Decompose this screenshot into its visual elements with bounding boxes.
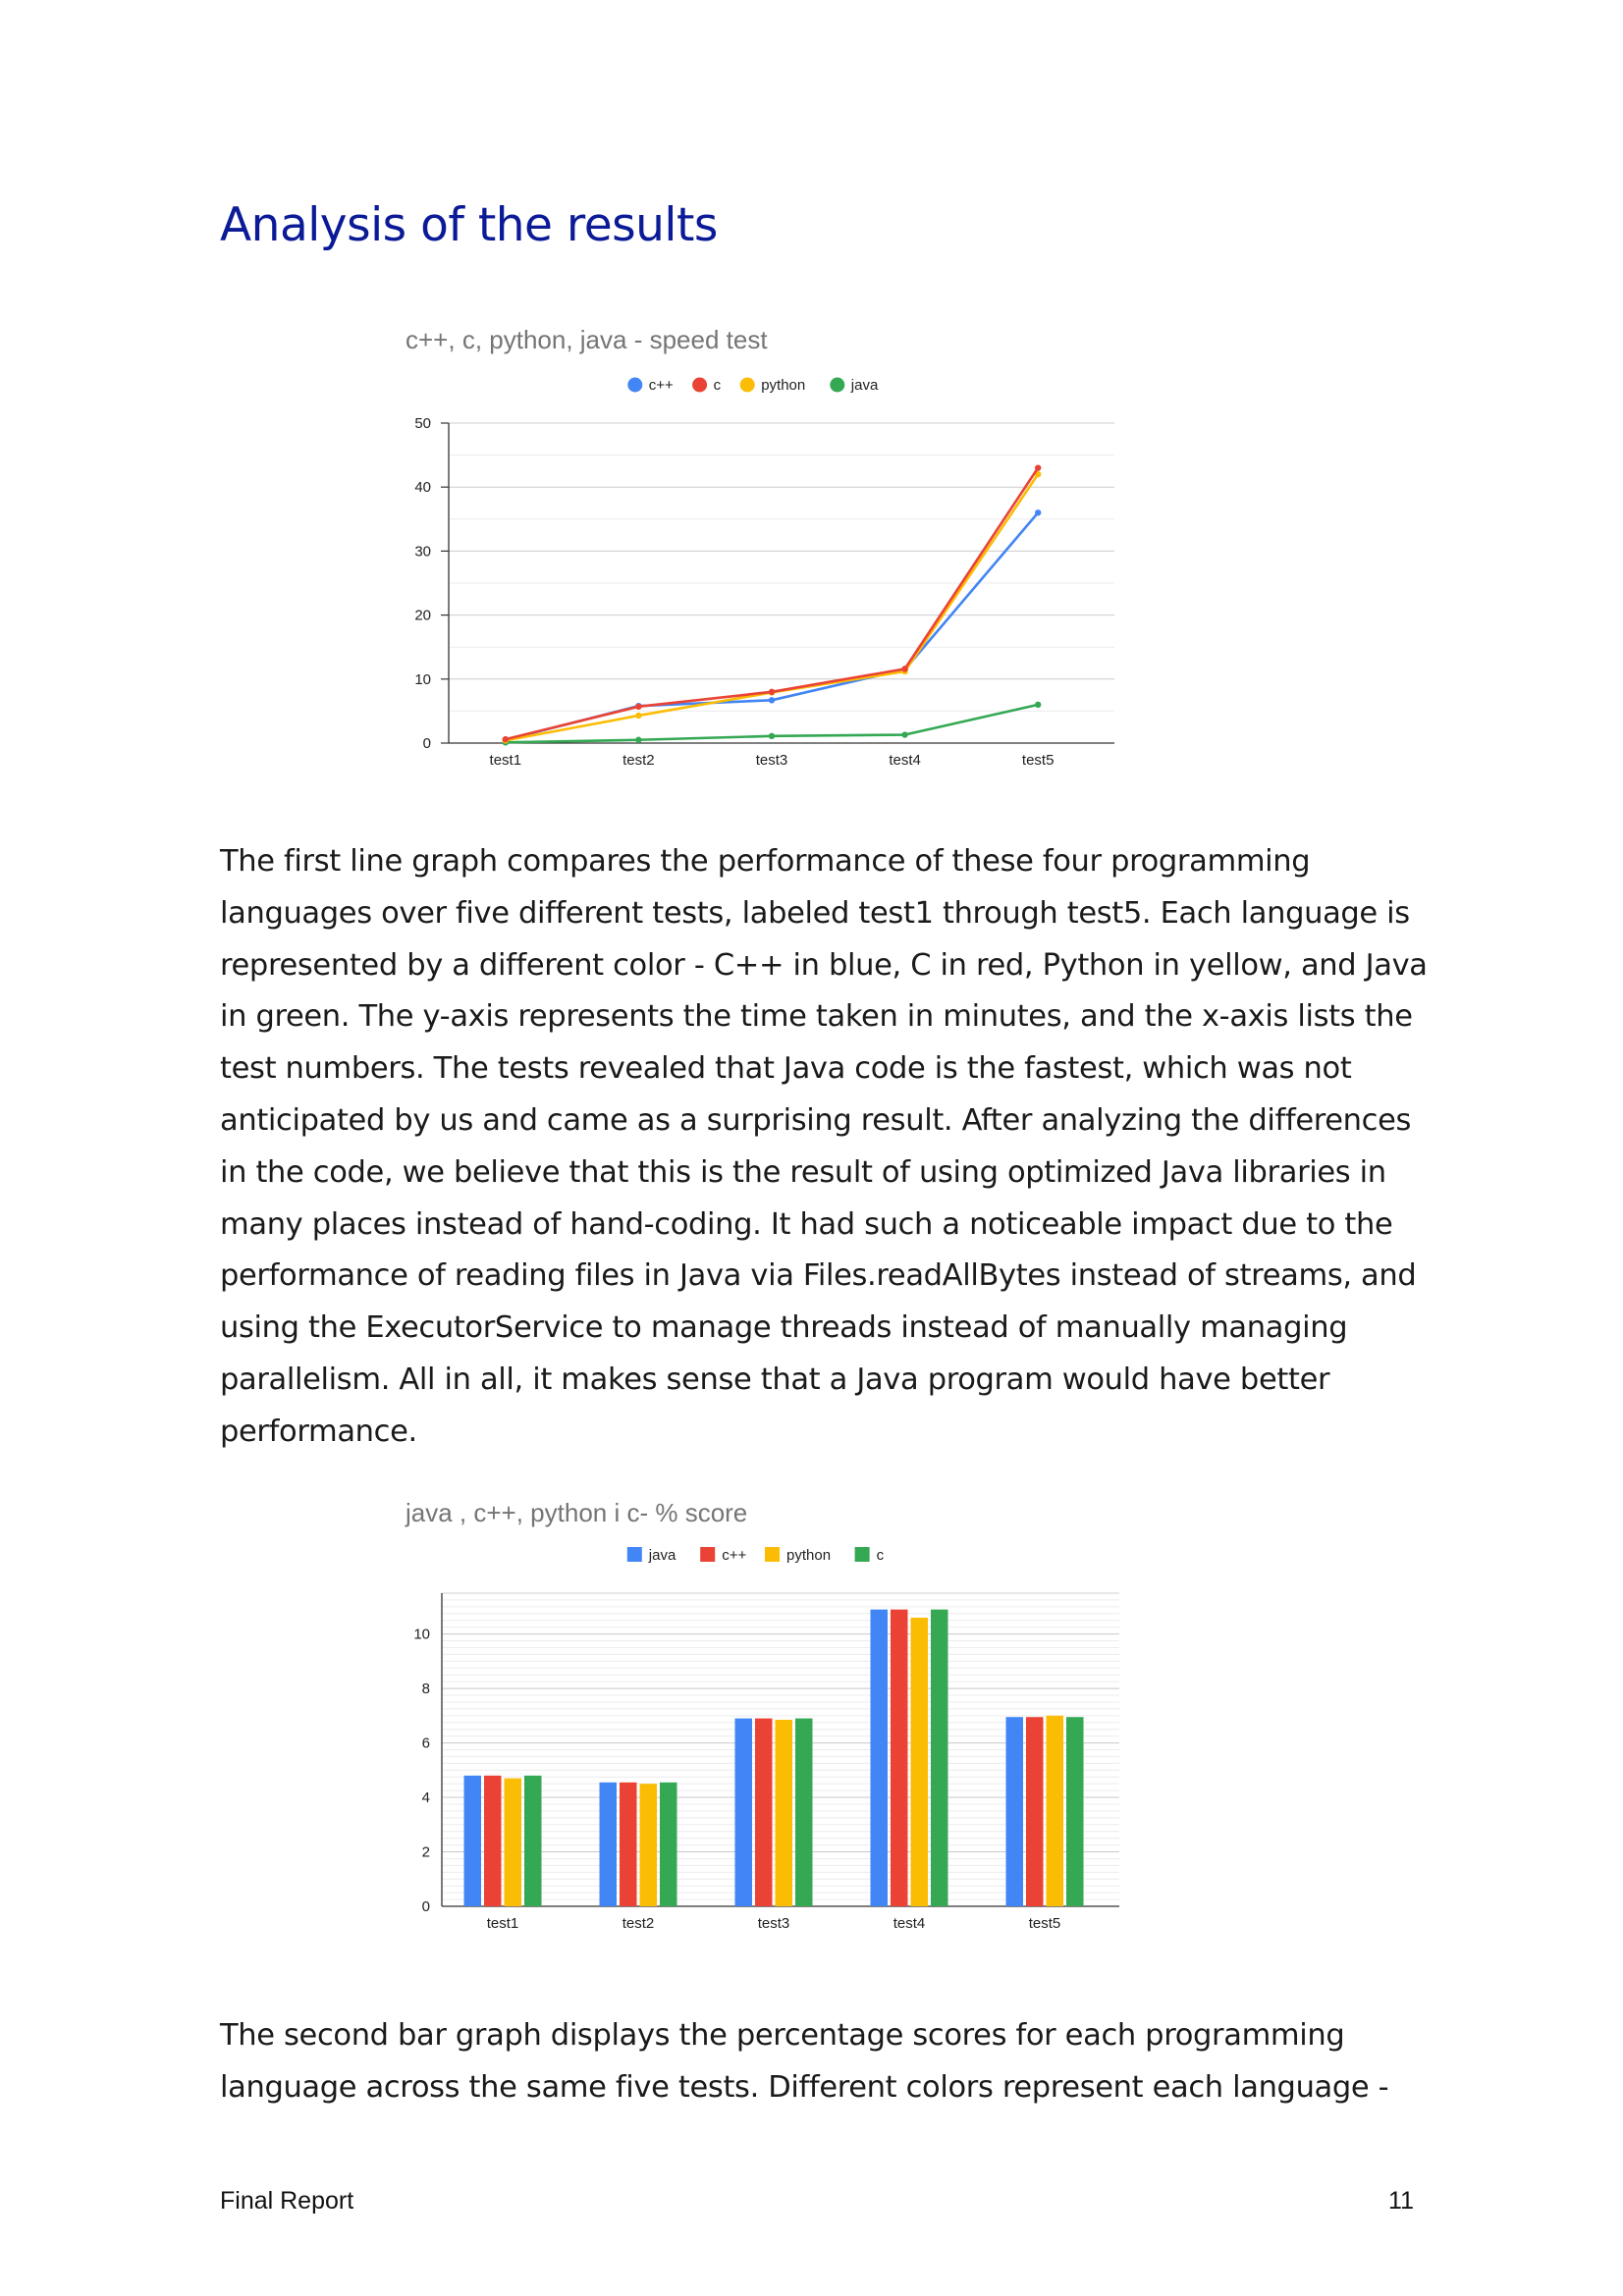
paragraph-line-graph-analysis: The first line graph compares the performance of these four programming languages over five different tests, labeled test1 through test5. Each language is represented by a different color - C++ in blue, C in red, Python in yellow, and Java in green. The y-axis represents the time taken in minutes, and the x-axis lists the test numbers. The tests revealed that Java code is the fastest, which was not anticipated by us and came as a surprising result. After analyzing the differences in the code, we believe that this is the result of using optimized Java libraries in many places instead of hand-coding. It had such a noticeable impact due to the performance of reading files in Java via Files.readAllBytes instead of streams, and using the ExecutorService to manage threads instead of manually managing parallelism. All in all, it makes sense that a Java program would have better performance. bbox=[220, 844, 1428, 1449]
chart-title: c++, c, python, java - speed test bbox=[406, 325, 768, 354]
x-tick-label: test3 bbox=[755, 752, 788, 769]
y-tick-label: 4 bbox=[421, 1789, 430, 1807]
page-number: 11 bbox=[1388, 2187, 1414, 2215]
bar-java-test1 bbox=[464, 1776, 482, 1906]
bar-python-test5 bbox=[1047, 1716, 1064, 1906]
bar-java-test4 bbox=[871, 1610, 889, 1906]
legend-marker-c++ bbox=[627, 378, 642, 393]
chart-title: java , c++, python i c- % score bbox=[406, 1498, 748, 1527]
bar-c-test2 bbox=[660, 1783, 677, 1906]
y-tick-label: 20 bbox=[414, 607, 431, 624]
data-point-java bbox=[901, 731, 907, 737]
bar-c++-test5 bbox=[1026, 1717, 1044, 1906]
bar-c++-test2 bbox=[620, 1783, 637, 1906]
x-tick-label: test4 bbox=[889, 752, 921, 769]
legend-label-c++: c++ bbox=[648, 377, 674, 394]
legend-label-java: java bbox=[850, 377, 879, 394]
data-point-java bbox=[769, 733, 775, 739]
bar-c++-test4 bbox=[891, 1610, 908, 1906]
bar-python-test4 bbox=[911, 1618, 929, 1906]
y-tick-label: 2 bbox=[421, 1843, 430, 1861]
y-tick-label: 50 bbox=[414, 415, 431, 432]
series-line-c++ bbox=[506, 512, 1038, 739]
bar-c-test1 bbox=[524, 1776, 542, 1906]
data-point-c bbox=[769, 689, 775, 695]
data-point-c bbox=[503, 736, 509, 742]
bar-java-test5 bbox=[1006, 1717, 1024, 1906]
legend-marker-c++ bbox=[700, 1547, 715, 1562]
bar-c-test4 bbox=[931, 1610, 948, 1906]
data-point-c bbox=[635, 704, 641, 710]
bar-java-test2 bbox=[600, 1783, 618, 1906]
section-heading: Analysis of the results bbox=[220, 198, 718, 252]
y-tick-label: 10 bbox=[413, 1626, 430, 1643]
y-tick-label: 0 bbox=[422, 735, 431, 752]
x-tick-label: test4 bbox=[893, 1915, 926, 1932]
data-point-java bbox=[1035, 702, 1041, 708]
x-tick-label: test2 bbox=[622, 1915, 655, 1932]
legend-label-python: python bbox=[786, 1547, 832, 1564]
bar-python-test3 bbox=[776, 1720, 793, 1906]
data-point-c++ bbox=[1035, 509, 1041, 515]
y-tick-label: 40 bbox=[414, 479, 431, 497]
legend-marker-java bbox=[627, 1547, 642, 1562]
bar-c-test5 bbox=[1066, 1717, 1084, 1906]
legend-label-c: c bbox=[713, 377, 722, 394]
data-point-c bbox=[901, 666, 907, 671]
x-tick-label: test2 bbox=[622, 752, 655, 769]
y-tick-label: 30 bbox=[414, 543, 431, 561]
bar-c++-test1 bbox=[484, 1776, 502, 1906]
x-tick-label: test1 bbox=[489, 752, 522, 769]
bar-python-test1 bbox=[505, 1779, 522, 1906]
legend-marker-c bbox=[692, 378, 707, 393]
data-point-c++ bbox=[769, 697, 775, 703]
legend-marker-c bbox=[855, 1547, 870, 1562]
legend-label-c++: c++ bbox=[722, 1547, 747, 1564]
bar-java-test3 bbox=[735, 1719, 753, 1906]
x-tick-label: test3 bbox=[757, 1915, 790, 1932]
data-point-java bbox=[635, 737, 641, 743]
bar-python-test2 bbox=[640, 1784, 658, 1906]
bar-c++-test3 bbox=[755, 1719, 773, 1906]
bar-chart-score bbox=[388, 1492, 1144, 1944]
legend-marker-java bbox=[830, 378, 844, 393]
legend-marker-python bbox=[765, 1547, 780, 1562]
x-tick-label: test5 bbox=[1028, 1915, 1061, 1932]
y-tick-label: 10 bbox=[414, 670, 431, 688]
x-tick-label: test1 bbox=[486, 1915, 519, 1932]
legend-label-python: python bbox=[761, 377, 806, 394]
y-tick-label: 8 bbox=[421, 1681, 430, 1698]
y-tick-label: 6 bbox=[421, 1735, 430, 1752]
footer-title: Final Report bbox=[220, 2187, 354, 2215]
y-tick-label: 0 bbox=[421, 1898, 430, 1915]
legend-label-c: c bbox=[876, 1547, 885, 1564]
data-point-python bbox=[635, 713, 641, 719]
x-tick-label: test5 bbox=[1021, 752, 1055, 769]
line-chart-speed-test bbox=[388, 324, 1144, 775]
legend-marker-python bbox=[740, 378, 755, 393]
legend-label-java: java bbox=[648, 1547, 676, 1564]
data-point-c bbox=[1035, 464, 1041, 470]
paragraph-bar-graph-analysis: The second bar graph displays the percentage scores for each programming language across the same five tests. Different colors represent each language - bbox=[220, 2018, 1389, 2105]
bar-c-test3 bbox=[795, 1719, 813, 1906]
